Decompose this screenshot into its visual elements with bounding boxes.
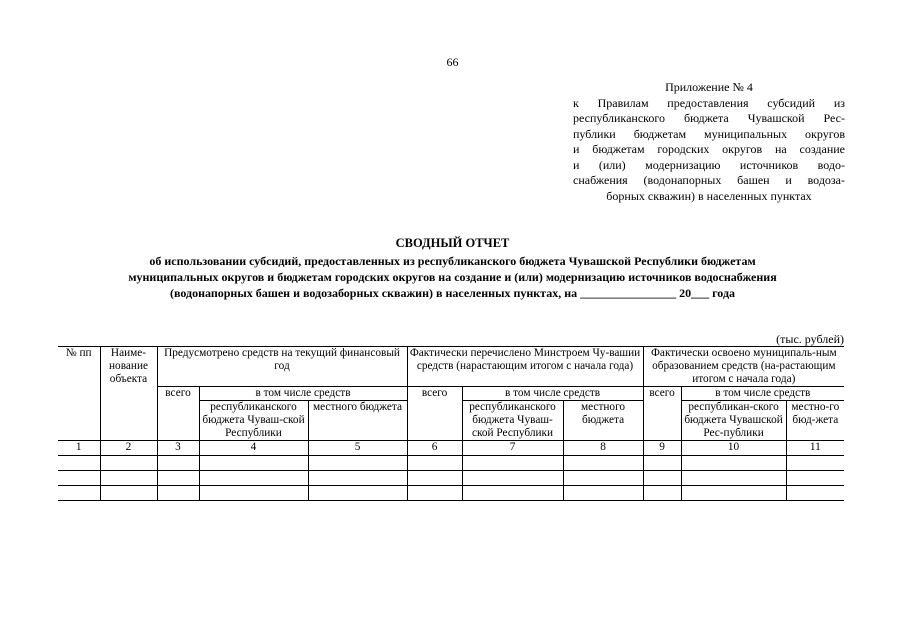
header-local-budget: местно-го бюд-жета [786,401,844,441]
column-number-cell: 8 [563,441,643,456]
table-row [58,471,844,486]
header-including: в том числе средств [681,387,844,401]
header-total: всего [157,387,199,441]
header-including: в том числе средств [462,387,643,401]
header-republican-budget: республиканского бюджета Чуваш-ской Республики [462,401,563,441]
column-number-cell: 7 [462,441,563,456]
appendix-block [573,80,845,204]
column-number-cell: 11 [786,441,844,456]
report-subtitle-line: об использовании субсидий, предоставленных из республиканского бюджета Чувашской Республики бюджетам [149,254,756,268]
header-total: всего [407,387,462,441]
appendix-line: к Правилам предоставления субсидий из [573,95,845,110]
appendix-title: Приложение № 4 [665,80,753,94]
header-local-budget: местного бюджета [563,401,643,441]
header-including: в том числе средств [199,387,407,401]
header-republican-budget: республикан-ского бюджета Чувашской Рес-публики [681,401,786,441]
page-number: 66 [446,55,459,69]
appendix-line: борных скважин) в населенных пунктах [606,188,812,203]
appendix-line: и (или) модернизацию источников водо- [573,157,845,172]
column-number-cell: 1 [58,441,100,456]
column-number-cell: 6 [407,441,462,456]
column-number-cell: 2 [100,441,157,456]
units-label: (тыс. рублей) [776,332,844,346]
report-subtitle-line: муниципальных округов и бюджетам городских округов на создание и (или) модернизацию источников водоснабжения [128,270,777,284]
header-used: Фактически освоено муниципаль-ным образованием средств (на-растающим итогом с начала года) [643,347,844,387]
column-number-cell: 9 [643,441,681,456]
report-subtitle-line: (водонапорных башен и водозаборных скважин) в населенных пунктах, на ________________ 20___ года [169,286,736,300]
appendix-line: снабжения (водонапорных башен и водоза- [573,173,845,187]
header-object-name: Наиме-нование объекта [100,347,157,441]
column-number-cell: 5 [308,441,407,456]
report-title: СВОДНЫЙ ОТЧЕТ [395,236,510,250]
header-planned: Предусмотрено средств на текущий финансовый год [157,347,407,387]
header-number: № пп [58,347,100,441]
column-number-cell: 4 [199,441,308,456]
appendix-line: публики бюджетам муниципальных округов [573,126,845,141]
header-transferred: Фактически перечислено Минстроем Чу-вашии средств (нарастающим итогом с начала года) [407,347,643,387]
table-row [58,486,844,501]
appendix-line: и бюджетам городских округов на создание [573,142,845,156]
header-republican-budget: республиканского бюджета Чуваш-ской Республики [199,401,308,441]
header-local-budget: местного бюджета [308,401,407,441]
table-row [58,456,844,471]
report-table [58,346,844,501]
column-number-cell: 3 [157,441,199,456]
column-number-cell: 10 [681,441,786,456]
header-total: всего [643,387,681,441]
appendix-line: республиканского бюджета Чувашской Рес- [573,111,845,125]
